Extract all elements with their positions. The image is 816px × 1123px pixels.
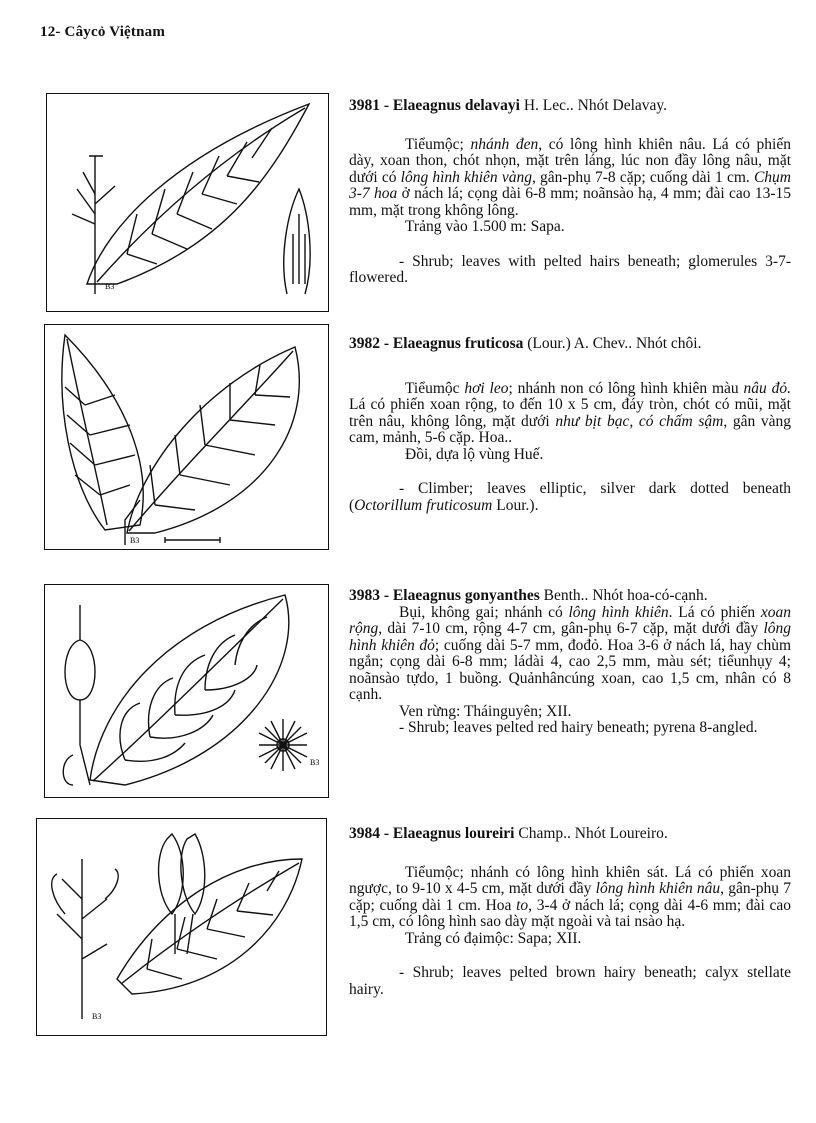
species-entry-3981 (349, 98, 791, 287)
vietnamese-description: Tiểumộc hơi leo; nhánh non có lông hình khiên màu nâu đỏ. Lá có phiến xoan rộng, to đến 10 x 5 cm, đáy tròn, chót có mũi, mặt trên nâu, không lông, mặt dưới như bịt bạc, có chấm sậm, gân vàng cam, mảnh, 5-6 cặp. Hoa.. (349, 379, 792, 446)
illustration-plate-3984 (36, 818, 327, 1036)
leaf-drawing-gonyanthes (45, 585, 328, 797)
entry-title: 3982 - Elaeagnus fruticosa (Lour.) A. Chev.. Nhót chôi. (349, 335, 702, 352)
english-summary: - Shrub; leaves pelted red hairy beneath; pyrena 8-angled. (399, 719, 758, 736)
english-summary: - Shrub; leaves pelted brown hairy beneath; calyx stellate hairy. (349, 964, 791, 998)
species-entry-3982 (349, 336, 791, 514)
illustration-plate-3981 (46, 93, 329, 312)
entry-title: 3981 - Elaeagnus delavayi H. Lec.. Nhót Delavay. (349, 97, 668, 114)
vietnamese-description: Bụi, không gai; nhánh có lông hình khiên. Lá có phiến xoan rộng, dài 7-10 cm, rộng 4-7 cm, gân-phụ 6-7 cặp, mặt dưới đầy lông hình khiên đỏ; cuống dài 5-7 mm, đođỏ. Hoa 3-6 ở nách lá, hay chùm ngắn; cọng dài 6-8 mm; ládài 4, cao 2,5 mm, màu sét; tiểunhụy 4; noãnsào tựdo, 1 buồng. Quảnhâncúng xoan, cao 1,5 cm, nhân có 8 cạnh. (349, 603, 792, 703)
scientific-name: Elaeagnus gonyanthes (392, 587, 540, 604)
scientific-name: Elaeagnus delavayi (392, 97, 520, 114)
species-entry-3984 (349, 826, 791, 998)
scientific-name: Elaeagnus fruticosa (392, 335, 524, 352)
illustration-plate-3983 (44, 584, 329, 798)
leaf-drawing-delavayi (47, 94, 328, 311)
illustration-plate-3982 (44, 324, 329, 550)
plate-signature: B3 (130, 536, 140, 545)
species-entry-3983 (349, 588, 791, 737)
vietnamese-description: Tiểumộc; nhánh có lông hình khiên sát. Lá có phiến xoan ngược, to 9-10 x 4-5 cm, mặt dưới đầy lông hình khiên nâu, gân-phụ 7 cặp; cuống dài 1 cm. Hoa to, 3-4 ở nách lá; cọng dài 4-6 mm; đài cao 1,5 cm, có lông hình sao dày mặt ngoài và tai nsào hạ. (349, 863, 792, 930)
entry-title: 3984 - Elaeagnus loureiri Champ.. Nhót Loureiro. (349, 825, 668, 842)
page-header: 12- Câycỏ Việtnam (40, 24, 166, 40)
leaf-drawing-fruticosa (45, 325, 328, 549)
entry-title: 3983 - Elaeagnus gonyanthes Benth.. Nhót hoa-có-cạnh. (349, 587, 708, 604)
habitat: Đồi, dựa lộ vùng Huế. (405, 445, 544, 463)
plate-signature: B3 (310, 758, 320, 767)
habitat: Trảng có đạimộc: Sapa; XII. (405, 929, 582, 947)
plate-signature: B3 (92, 1012, 102, 1021)
plate-signature: B3 (105, 282, 115, 291)
english-summary: - Climber; leaves elliptic, silver dark dotted beneath (Octorillum fruticosum Lour.). (349, 480, 791, 514)
english-summary: - Shrub; leaves with pelted hairs beneath; glomerules 3-7-flowered. (349, 252, 791, 286)
habitat: Ven rừng: Tháinguyên; XII. (399, 702, 572, 720)
vietnamese-description: Tiểumộc; nhánh đen, có lông hình khiên nâu. Lá có phiến dày, xoan thon, chót nhọn, mặt trên láng, lúc non đầy lông nâu, mặt dưới có lông hình khiên vàng, gân-phụ 7-8 cặp; cuống dài 1 cm. Chụm 3-7 hoa ở nách lá; cọng dài 6-8 mm; noãnsào hạ, 4 mm; đài cao 13-15 mm, mặt trong không lông. (349, 135, 791, 219)
habitat: Trảng vào 1.500 m: Sapa. (405, 218, 565, 235)
leaf-drawing-loureiri (37, 819, 326, 1035)
scientific-name: Elaeagnus loureiri (392, 825, 515, 842)
